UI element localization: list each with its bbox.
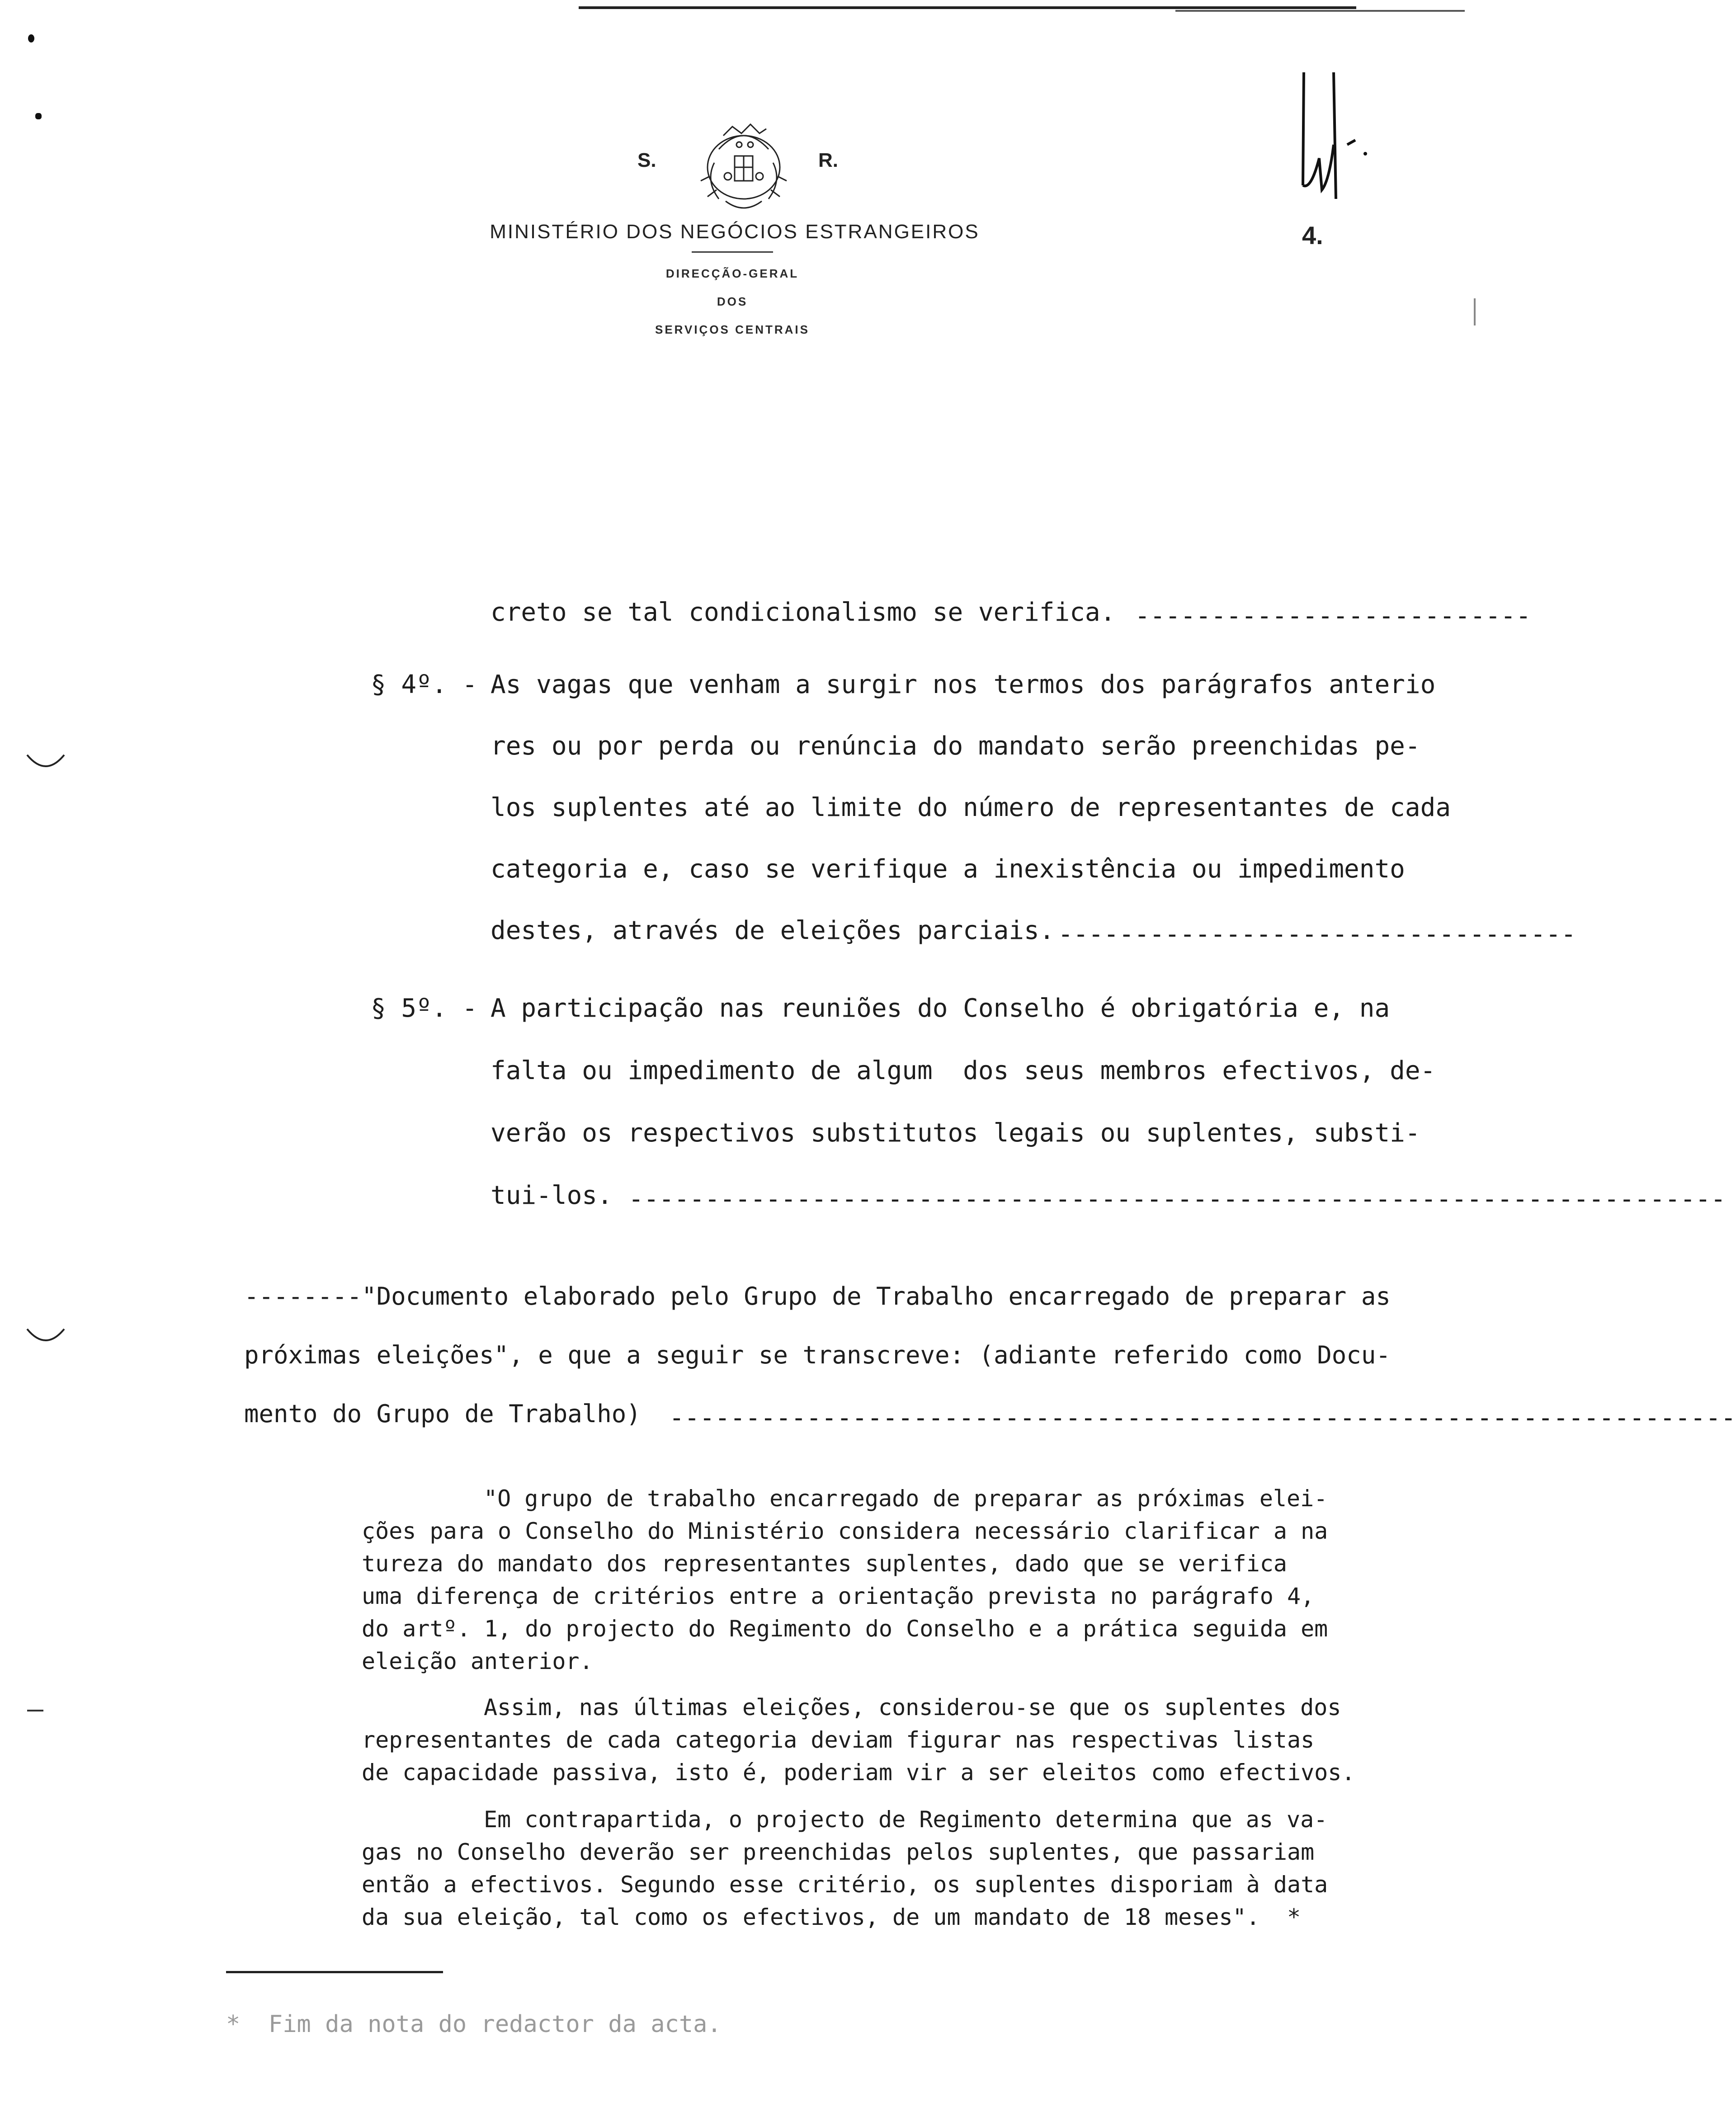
letterhead-initial-right: R. — [818, 149, 838, 171]
quote-line: da sua eleição, tal como os efectivos, de um mandato de 18 meses". * — [362, 1904, 1301, 1930]
section-5-label: § 5º. - — [371, 994, 478, 1023]
quote-line: ções para o Conselho do Ministério considera necessário clarificar a na — [362, 1518, 1328, 1544]
quote-line: gas no Conselho deverão ser preenchidas pelos suplentes, que passariam — [362, 1839, 1315, 1865]
section-5-line: A participação nas reuniões do Conselho é obrigatória e, na — [491, 994, 1390, 1023]
footnote: * Fim da nota do redactor da acta. — [226, 2011, 722, 2038]
fill-dashes: ------------------------------------------------------------------------ — [628, 1184, 1726, 1214]
hole-punch-arc — [25, 750, 66, 778]
division-line-3: SERVIÇOS CENTRAIS — [655, 323, 810, 336]
quote-line: representantes de cada categoria deviam figurar nas respectivas listas — [362, 1727, 1315, 1753]
margin-tick — [1474, 298, 1476, 325]
division-line-2: DOS — [717, 295, 748, 308]
fill-dashes: ---------------------------------- — [1058, 919, 1576, 949]
quote-line: uma diferença de critérios entre a orientação prevista no parágrafo 4, — [362, 1583, 1315, 1609]
opening-line: creto se tal condicionalismo se verifica. — [491, 598, 1116, 627]
quote-line: então a efectivos. Segundo esse critério, os suplentes disporiam à data — [362, 1872, 1328, 1898]
document-intro-line: mento do Grupo de Trabalho) — [244, 1400, 641, 1428]
section-5-line: tui-los. — [491, 1181, 613, 1210]
fill-dashes: -------------------------- — [1135, 601, 1531, 631]
letterhead-initial-left: S. — [637, 149, 656, 171]
hole-punch-arc — [25, 1325, 66, 1352]
section-4-line: destes, através de eleições parciais. — [491, 916, 1055, 945]
top-border-line-2 — [1175, 10, 1465, 12]
quote-line: do artº. 1, do projecto do Regimento do Conselho e a prática seguida em — [362, 1616, 1328, 1642]
section-4-line: categoria e, caso se verifique a inexistência ou impedimento — [491, 854, 1405, 884]
page-number: 4. — [1302, 221, 1323, 250]
quote-line: de capacidade passiva, isto é, poderiam vir a ser eleitos como efectivos. — [362, 1759, 1355, 1786]
section-4-line: As vagas que venham a surgir nos termos dos parágrafos anterio — [491, 670, 1436, 699]
margin-dot — [35, 113, 42, 119]
quote-line: eleição anterior. — [362, 1648, 593, 1674]
division-line-1: DIRECÇÃO-GERAL — [665, 267, 799, 280]
ministry-name: MINISTÉRIO DOS NEGÓCIOS ESTRANGEIROS — [490, 221, 980, 243]
quote-line: Assim, nas últimas eleições, considerou-se que os suplentes dos — [484, 1694, 1341, 1721]
quote-line: tureza do mandato dos representantes suplentes, dado que se verifica — [362, 1551, 1287, 1577]
margin-dash — [27, 1710, 43, 1711]
letterhead-seal-row — [624, 113, 859, 217]
section-4-line: res ou por perda ou renúncia do mandato serão preenchidas pe- — [491, 731, 1420, 761]
document-intro-line: próximas eleições", e que a seguir se transcreve: (adiante referido como Docu- — [244, 1341, 1391, 1369]
coat-of-arms-icon — [683, 113, 805, 217]
handwritten-initials — [1293, 54, 1370, 208]
document-intro-line: --------"Documento elaborado pelo Grupo de Trabalho encarregado de preparar as — [244, 1282, 1391, 1311]
quote-line: Em contrapartida, o projecto de Regimento determina que as va- — [484, 1806, 1328, 1833]
footnote-rule — [226, 1971, 443, 1973]
section-5-line: verão os respectivos substitutos legais ou suplentes, substi- — [491, 1118, 1420, 1148]
quote-line: "O grupo de trabalho encarregado de preparar as próximas elei- — [484, 1485, 1328, 1512]
section-5-line: falta ou impedimento de algum dos seus membros efectivos, de- — [491, 1056, 1436, 1085]
margin-dot — [28, 34, 34, 42]
letterhead-rule — [692, 251, 773, 253]
section-4-label: § 4º. - — [371, 670, 478, 699]
section-4-line: los suplentes até ao limite do número de representantes de cada — [491, 793, 1451, 822]
fill-dashes: ---------------------------------------------------------------------- — [669, 1403, 1736, 1433]
top-border-line — [579, 6, 1356, 9]
